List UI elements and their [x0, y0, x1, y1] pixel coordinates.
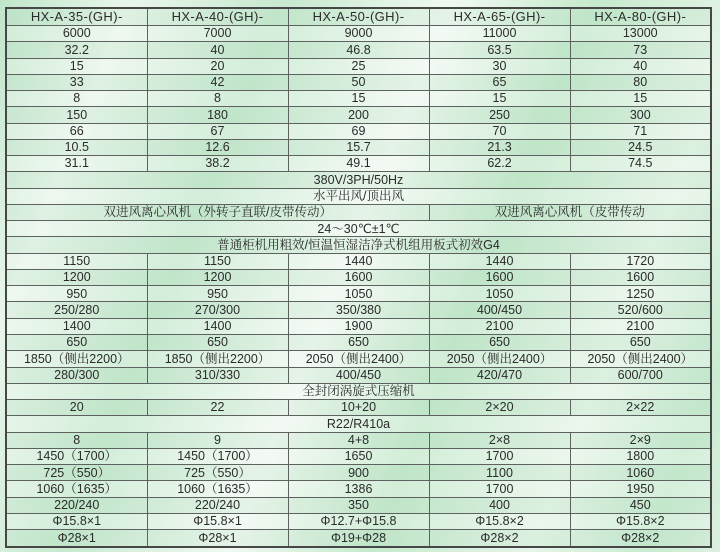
table-cell: 180 — [147, 107, 288, 123]
table-cell: 1720 — [570, 253, 711, 269]
merged-cell: 24～30℃±1℃ — [6, 221, 711, 237]
table-cell: 25 — [288, 58, 429, 74]
table-cell: 650 — [288, 335, 429, 351]
table-cell: 22 — [147, 400, 288, 416]
table-row — [6, 465, 711, 481]
table-row — [6, 74, 711, 90]
table-row — [6, 91, 711, 107]
header-row — [6, 8, 711, 25]
table-cell: 9000 — [288, 25, 429, 41]
table-cell: Φ19+Φ28 — [288, 530, 429, 547]
table-cell: 200 — [288, 107, 429, 123]
table-row — [6, 400, 711, 416]
table-cell: 15 — [288, 91, 429, 107]
table-row — [6, 123, 711, 139]
column-header: HX-A-35-(GH)- — [6, 8, 147, 25]
table-cell: 220/240 — [147, 497, 288, 513]
table-cell: 30 — [429, 58, 570, 74]
table-cell: 1400 — [147, 318, 288, 334]
table-cell: 8 — [147, 91, 288, 107]
table-cell: 10+20 — [288, 400, 429, 416]
table-cell: 70 — [429, 123, 570, 139]
table-cell: 280/300 — [6, 367, 147, 383]
table-cell: 650 — [570, 335, 711, 351]
table-cell: 725（550） — [6, 465, 147, 481]
table-cell: 2×20 — [429, 400, 570, 416]
table-cell: 1850（侧出2200） — [147, 351, 288, 367]
merged-row — [6, 221, 711, 237]
table-cell: 1600 — [570, 269, 711, 285]
table-cell: 13000 — [570, 25, 711, 41]
table-cell: 1400 — [6, 318, 147, 334]
table-cell: 15 — [6, 58, 147, 74]
table-cell: 7000 — [147, 25, 288, 41]
merged-row — [6, 172, 711, 188]
table-cell: 400/450 — [288, 367, 429, 383]
table-cell: 32.2 — [6, 42, 147, 58]
table-cell: 1800 — [570, 448, 711, 464]
table-cell: 1600 — [429, 269, 570, 285]
table-row — [6, 432, 711, 448]
table-row — [6, 204, 711, 220]
table-cell: Φ15.8×1 — [6, 513, 147, 529]
table-cell: 40 — [147, 42, 288, 58]
table-cell: Φ15.8×2 — [429, 513, 570, 529]
spec-sheet — [5, 7, 712, 548]
table-row — [6, 497, 711, 513]
table-cell: 300 — [570, 107, 711, 123]
table-cell: 725（550） — [147, 465, 288, 481]
table-row — [6, 25, 711, 41]
table-cell: 250 — [429, 107, 570, 123]
table-row — [6, 448, 711, 464]
table-row — [6, 318, 711, 334]
table-cell: 950 — [6, 286, 147, 302]
table-cell: 1450（1700） — [147, 448, 288, 464]
table-row — [6, 139, 711, 155]
table-cell: 1060 — [570, 465, 711, 481]
column-header: HX-A-65-(GH)- — [429, 8, 570, 25]
table-cell: 73 — [570, 42, 711, 58]
table-cell: 11000 — [429, 25, 570, 41]
merged-cell: R22/R410a — [6, 416, 711, 432]
table-cell: 42 — [147, 74, 288, 90]
table-cell: 1700 — [429, 448, 570, 464]
table-cell: Φ28×2 — [429, 530, 570, 547]
table-cell: 8 — [6, 91, 147, 107]
table-cell: 15 — [429, 91, 570, 107]
table-cell: 2050（侧出2400） — [570, 351, 711, 367]
table-cell: 74.5 — [570, 156, 711, 172]
table-cell: 8 — [6, 432, 147, 448]
table-cell: 1150 — [147, 253, 288, 269]
table-cell: 1150 — [6, 253, 147, 269]
table-cell: 2100 — [429, 318, 570, 334]
table-cell: 350 — [288, 497, 429, 513]
table-cell: 38.2 — [147, 156, 288, 172]
table-cell: 9 — [147, 432, 288, 448]
table-cell: 1900 — [288, 318, 429, 334]
table-cell: 40 — [570, 58, 711, 74]
table-cell: 220/240 — [6, 497, 147, 513]
table-cell: 420/470 — [429, 367, 570, 383]
table-cell: 1050 — [429, 286, 570, 302]
table-cell: 1650 — [288, 448, 429, 464]
table-cell: 350/380 — [288, 302, 429, 318]
table-cell: 400 — [429, 497, 570, 513]
merged-row — [6, 237, 711, 253]
table-cell: Φ28×2 — [570, 530, 711, 547]
table-cell: 63.5 — [429, 42, 570, 58]
table-cell: 双进风离心风机（外转子直联/皮带传动） — [6, 204, 429, 220]
table-cell: 62.2 — [429, 156, 570, 172]
table-cell: 2×8 — [429, 432, 570, 448]
table-cell: 15 — [570, 91, 711, 107]
table-cell: 1700 — [429, 481, 570, 497]
table-cell: 31.1 — [6, 156, 147, 172]
table-cell: 900 — [288, 465, 429, 481]
table-cell: 1060（1635） — [6, 481, 147, 497]
table-cell: 80 — [570, 74, 711, 90]
table-cell: 2100 — [570, 318, 711, 334]
table-cell: 400/450 — [429, 302, 570, 318]
table-row — [6, 156, 711, 172]
spec-table-body — [6, 8, 711, 547]
column-header: HX-A-50-(GH)- — [288, 8, 429, 25]
table-cell: 1200 — [147, 269, 288, 285]
table-cell: 150 — [6, 107, 147, 123]
table-cell: 66 — [6, 123, 147, 139]
table-cell: 20 — [147, 58, 288, 74]
table-cell: 600/700 — [570, 367, 711, 383]
table-cell: 1386 — [288, 481, 429, 497]
table-cell: 6000 — [6, 25, 147, 41]
table-cell: 520/600 — [570, 302, 711, 318]
table-row — [6, 481, 711, 497]
column-header: HX-A-40-(GH)- — [147, 8, 288, 25]
table-cell: 71 — [570, 123, 711, 139]
table-cell: 49.1 — [288, 156, 429, 172]
table-cell: 20 — [6, 400, 147, 416]
merged-cell: 水平出风/顶出风 — [6, 188, 711, 204]
table-cell: 950 — [147, 286, 288, 302]
table-cell: 21.3 — [429, 139, 570, 155]
table-cell: 450 — [570, 497, 711, 513]
table-cell: 67 — [147, 123, 288, 139]
table-cell: 650 — [147, 335, 288, 351]
merged-row — [6, 188, 711, 204]
merged-row — [6, 416, 711, 432]
table-cell: 650 — [6, 335, 147, 351]
column-header: HX-A-80-(GH)- — [570, 8, 711, 25]
table-cell: 50 — [288, 74, 429, 90]
table-cell: 1600 — [288, 269, 429, 285]
table-row — [6, 302, 711, 318]
merged-cell: 全封闭涡旋式压缩机 — [6, 383, 711, 399]
table-row — [6, 367, 711, 383]
table-cell: 2×22 — [570, 400, 711, 416]
table-cell: 46.8 — [288, 42, 429, 58]
table-cell: 2050（侧出2400） — [288, 351, 429, 367]
table-cell: 1250 — [570, 286, 711, 302]
table-cell: 270/300 — [147, 302, 288, 318]
table-cell: 1050 — [288, 286, 429, 302]
table-cell: 1450（1700） — [6, 448, 147, 464]
table-cell: 2050（侧出2400） — [429, 351, 570, 367]
table-cell: 1200 — [6, 269, 147, 285]
table-row — [6, 253, 711, 269]
merged-row — [6, 383, 711, 399]
merged-cell: 380V/3PH/50Hz — [6, 172, 711, 188]
table-row — [6, 107, 711, 123]
table-cell: 1950 — [570, 481, 711, 497]
merged-cell: 普通柜机用粗效/恒温恒湿洁净式机组用板式初效G4 — [6, 237, 711, 253]
table-row — [6, 58, 711, 74]
table-row — [6, 269, 711, 285]
table-cell: 10.5 — [6, 139, 147, 155]
spec-table — [5, 7, 712, 548]
table-cell: 12.6 — [147, 139, 288, 155]
table-row — [6, 42, 711, 58]
table-cell: Φ28×1 — [6, 530, 147, 547]
table-cell: 24.5 — [570, 139, 711, 155]
table-cell: 33 — [6, 74, 147, 90]
table-cell: 250/280 — [6, 302, 147, 318]
table-cell: 2×9 — [570, 432, 711, 448]
table-cell: 1440 — [288, 253, 429, 269]
table-cell: 310/330 — [147, 367, 288, 383]
table-cell: 双进风离心风机（皮带传动 — [429, 204, 711, 220]
table-row — [6, 513, 711, 529]
table-cell: Φ15.8×1 — [147, 513, 288, 529]
table-row — [6, 351, 711, 367]
table-cell: 1440 — [429, 253, 570, 269]
table-row — [6, 335, 711, 351]
table-cell: 1060（1635） — [147, 481, 288, 497]
table-cell: 15.7 — [288, 139, 429, 155]
table-cell: 4+8 — [288, 432, 429, 448]
table-cell: Φ12.7+Φ15.8 — [288, 513, 429, 529]
table-row — [6, 286, 711, 302]
table-cell: 1100 — [429, 465, 570, 481]
table-row — [6, 530, 711, 547]
table-cell: Φ15.8×2 — [570, 513, 711, 529]
table-cell: 69 — [288, 123, 429, 139]
table-cell: Φ28×1 — [147, 530, 288, 547]
table-cell: 65 — [429, 74, 570, 90]
table-cell: 1850（侧出2200） — [6, 351, 147, 367]
table-cell: 650 — [429, 335, 570, 351]
